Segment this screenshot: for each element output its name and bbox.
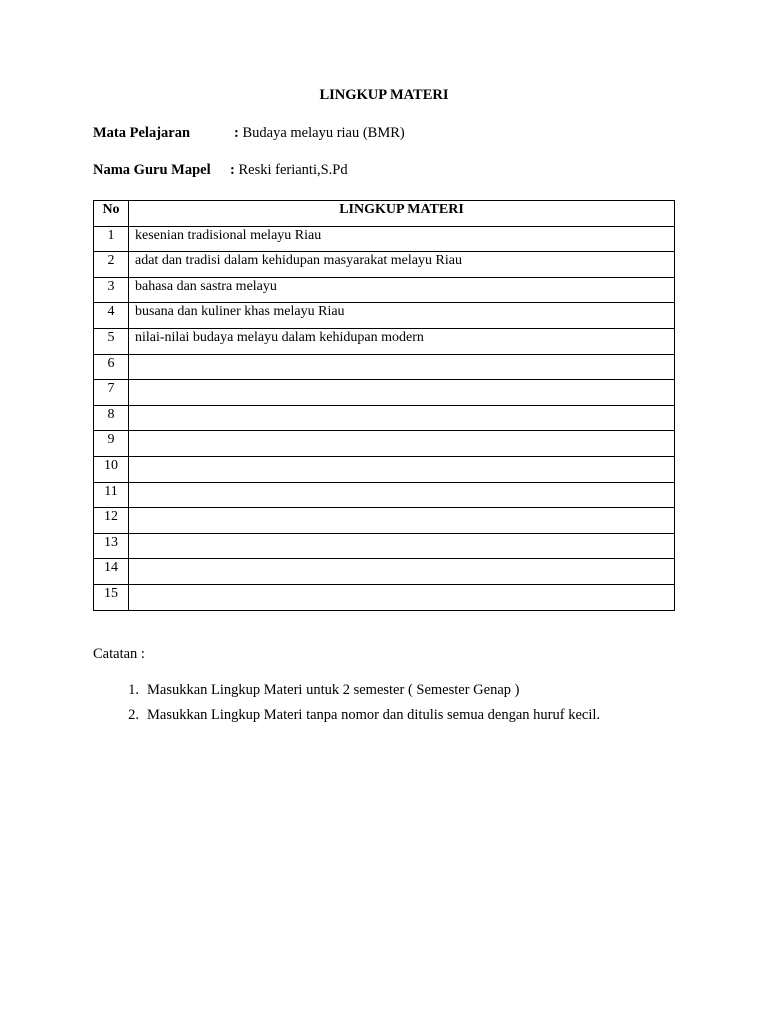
table-row bbox=[94, 277, 675, 303]
note-number: 1. bbox=[128, 682, 139, 698]
row-number: 12 bbox=[94, 508, 129, 534]
teacher-colon: : bbox=[230, 162, 235, 178]
table-header-row bbox=[94, 201, 675, 227]
row-number: 1 bbox=[94, 226, 129, 252]
note-text: Masukkan Lingkup Materi tanpa nomor dan ditulis semua dengan huruf kecil. bbox=[147, 707, 601, 723]
subject-label: Mata Pelajaran bbox=[93, 125, 191, 141]
row-topic: bahasa dan sastra melayu bbox=[129, 277, 675, 303]
table-row bbox=[94, 431, 675, 457]
teacher-row bbox=[93, 162, 348, 179]
row-topic: busana dan kuliner khas melayu Riau bbox=[129, 303, 675, 329]
row-topic bbox=[129, 559, 675, 585]
notes-heading: Catatan : bbox=[93, 646, 145, 662]
row-number: 3 bbox=[94, 277, 129, 303]
table-body bbox=[94, 226, 675, 610]
table-row bbox=[94, 226, 675, 252]
table-row bbox=[94, 508, 675, 534]
row-topic bbox=[129, 584, 675, 610]
row-topic bbox=[129, 456, 675, 482]
teacher-value: Reski ferianti,S.Pd bbox=[238, 162, 348, 178]
row-topic bbox=[129, 380, 675, 406]
notes-list bbox=[93, 672, 600, 722]
row-number: 11 bbox=[94, 482, 129, 508]
table-row bbox=[94, 354, 675, 380]
table-row bbox=[94, 456, 675, 482]
note-item bbox=[93, 672, 600, 697]
row-number: 10 bbox=[94, 456, 129, 482]
row-topic: kesenian tradisional melayu Riau bbox=[129, 226, 675, 252]
note-item bbox=[93, 697, 600, 722]
row-number: 2 bbox=[94, 252, 129, 278]
row-topic: nilai-nilai budaya melayu dalam kehidupan modern bbox=[129, 328, 675, 354]
row-number: 4 bbox=[94, 303, 129, 329]
row-topic bbox=[129, 508, 675, 534]
row-topic: adat dan tradisi dalam kehidupan masyarakat melayu Riau bbox=[129, 252, 675, 278]
row-number: 6 bbox=[94, 354, 129, 380]
row-topic bbox=[129, 405, 675, 431]
table-row bbox=[94, 559, 675, 585]
table-row bbox=[94, 303, 675, 329]
table-row bbox=[94, 252, 675, 278]
row-number: 14 bbox=[94, 559, 129, 585]
row-number: 13 bbox=[94, 533, 129, 559]
table-row bbox=[94, 380, 675, 406]
row-number: 5 bbox=[94, 328, 129, 354]
row-number: 9 bbox=[94, 431, 129, 457]
subject-value: Budaya melayu riau (BMR) bbox=[242, 125, 405, 141]
table-row bbox=[94, 482, 675, 508]
row-topic bbox=[129, 482, 675, 508]
material-table bbox=[93, 200, 675, 611]
row-number: 15 bbox=[94, 584, 129, 610]
row-number: 8 bbox=[94, 405, 129, 431]
table-row bbox=[94, 533, 675, 559]
row-topic bbox=[129, 431, 675, 457]
note-text: Masukkan Lingkup Materi untuk 2 semester ( Semester Genap ) bbox=[147, 682, 520, 698]
row-topic bbox=[129, 354, 675, 380]
header-no: No bbox=[94, 201, 129, 227]
row-number: 7 bbox=[94, 380, 129, 406]
subject-row bbox=[93, 125, 405, 142]
table-row bbox=[94, 584, 675, 610]
table-row bbox=[94, 405, 675, 431]
row-topic bbox=[129, 533, 675, 559]
subject-colon: : bbox=[234, 125, 239, 141]
table-row bbox=[94, 328, 675, 354]
document-title: LINGKUP MATERI bbox=[319, 87, 449, 103]
header-lingkup-materi: LINGKUP MATERI bbox=[129, 201, 675, 227]
note-number: 2. bbox=[128, 707, 139, 723]
teacher-label: Nama Guru Mapel bbox=[93, 162, 211, 178]
